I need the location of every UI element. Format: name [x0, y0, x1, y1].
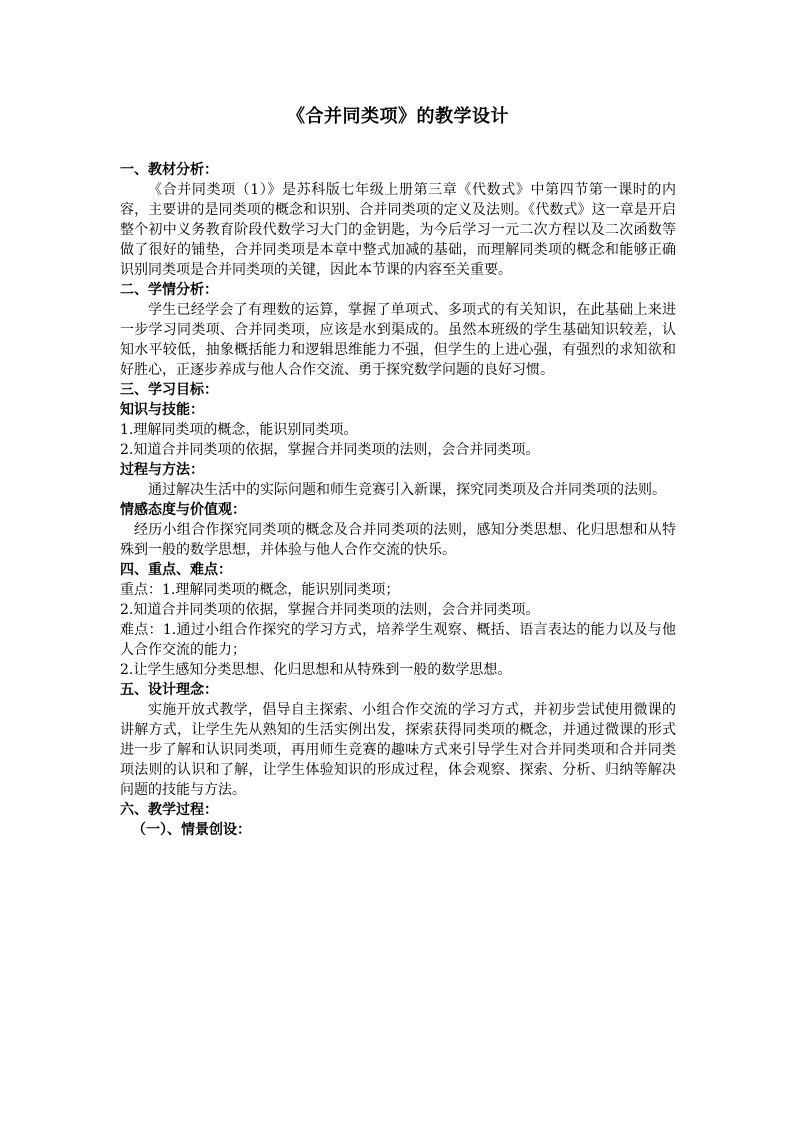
student-analysis-paragraph: 学生已经学会了有理数的运算，掌握了单项式、多项式的有关知识，在此基础上来进一步学习同类项、合并同类项，应该是水到渠成的。虽然本班级的学生基础知识较差，认知水平较低，抽象概括能力和逻辑思维能力不强，但学生的上进心强，有强烈的求知欲和好胜心，正逐步养成与他人合作交流、勇于探究数学问题的良好习惯。 — [120, 302, 676, 378]
section-heading-learning-goals: 三、学习目标： — [120, 382, 218, 398]
key-point-line-1: 重点：1.理解同类项的概念，能识别同类项； — [120, 582, 400, 598]
emotion-values-paragraph: 经历小组合作探究同类项的概念及合并同类项的法则，感知分类思想、化归思想和从特殊到一般的数学思想，并体验与他人合作交流的快乐。 — [120, 522, 676, 558]
subsection-heading-scenario: （一）、情景创设： — [132, 822, 251, 838]
knowledge-item-1: 1.理解同类项的概念，能识别同类项。 — [120, 422, 358, 438]
process-methods-paragraph: 通过解决生活中的实际问题和师生竞赛引入新课，探究同类项及合并同类项的法则。 — [148, 482, 666, 498]
section-heading-design-concept: 五、设计理念： — [120, 682, 218, 698]
document-title: 《合并同类项》的教学设计 — [287, 106, 509, 127]
emotion-values-heading: 情感态度与价值观： — [120, 502, 246, 518]
difficulty-line-1: 难点：1.通过小组合作探究的学习方式，培养学生观察、概括、语言表达的能力以及与他人合作交流的能力； — [120, 622, 676, 658]
design-concept-paragraph: 实施开放式教学，倡导自主探索、小组合作交流的学习方式，并初步尝试使用微课的讲解方式，让学生先从熟知的生活实例出发，探索获得同类项的概念，并通过微课的形式进一步了解和认识同类项，再用师生竞赛的趣味方式来引导学生对合并同类项和合并同类项法则的认识和了解，让学生体验知识的形成过程，体会观察、探索、分析、归纳等解决问题的技能与方法。 — [120, 702, 676, 798]
section-heading-student-analysis: 二、学情分析： — [120, 282, 218, 298]
knowledge-skills-heading: 知识与技能： — [120, 402, 204, 418]
process-methods-heading: 过程与方法： — [120, 462, 204, 478]
key-point-line-2: 2.知道合并同类项的依据，掌握合并同类项的法则，会合并同类项。 — [120, 602, 540, 618]
document-page — [120, 104, 676, 840]
section-heading-teaching-process: 六、教学过程： — [120, 802, 218, 818]
section-heading-textbook-analysis: 一、教材分析： — [120, 162, 218, 178]
textbook-analysis-paragraph: 《合并同类项（1）》是苏科版七年级上册第三章《代数式》中第四节第一课时的内容，主要讲的是同类项的概念和识别、合并同类项的定义及法则。《代数式》这一章是开启整个初中义务教育阶段代数学习大门的金钥匙，为今后学习一元二次方程以及二次函数等做了很好的铺垫，合并同类项是本章中整式加减的基础，而理解同类项的概念和能够正确识别同类项是合并同类项的关键，因此本节课的内容至关重要。 — [120, 182, 676, 278]
difficulty-line-2: 2.让学生感知分类思想、化归思想和从特殊到一般的数学思想。 — [120, 662, 512, 678]
section-heading-key-points: 四、重点、难点： — [120, 562, 232, 578]
knowledge-item-2: 2.知道合并同类项的依据，掌握合并同类项的法则，会合并同类项。 — [120, 442, 540, 458]
